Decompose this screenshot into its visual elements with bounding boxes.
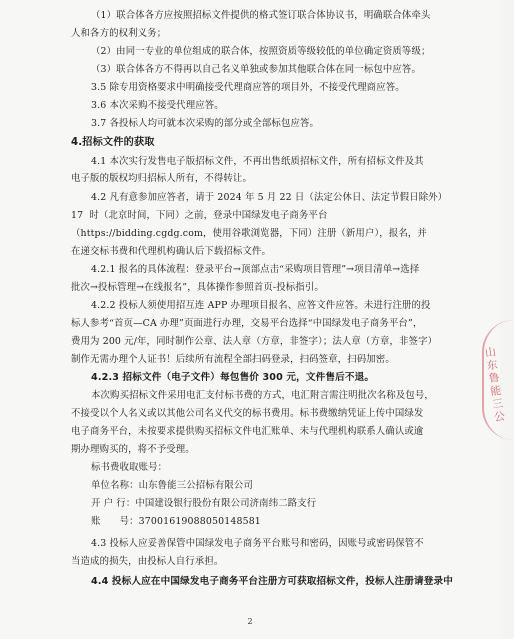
payment-para-4: 期办理购买的，将不予受理。 <box>71 444 195 455</box>
clause-3: （3）联合体各方不得再以自己名义单独或参加其他联合体在同一标包中应答。 <box>91 64 421 75</box>
section-4-1-cont: 电子版的版权均归招标人所有，不得转让。 <box>71 173 252 184</box>
page-number: 2 <box>247 617 253 626</box>
account-heading: 标书费收取账号： <box>91 462 168 473</box>
payment-para-2: 不接受以个人名义或以其他公司名义代交的标书费用。标书费缴纳凭证上传中国绿发 <box>71 408 424 419</box>
section-3-7: 3.7 各投标人均可就本次采购的部分或全部标包应答。 <box>91 118 320 129</box>
clause-1: （1）联合体各方应按照招标文件提供的格式签订联合体协议书，明确联合体牵头 <box>91 10 431 21</box>
seal-stamp-text: 山东鲁能三公 <box>482 345 507 425</box>
section-4-2-1-cont: 批次→投标管理→在线报名”，具体操作参照首页-投标指引。 <box>71 282 324 293</box>
section-4-2-cont-2: （https://bidding.cgdg.com，使用谷歌浏览器，下同）注册（新用户），报名，并 <box>71 228 427 239</box>
account-number: 账 号：37001619088050148581 <box>91 516 261 527</box>
section-4-2-cont-3: 在递交标书费和代理机构确认后下载招标文件。 <box>71 246 272 257</box>
section-4-2-1: 4.2.1 报名的具体流程：登录平台→顶部点击“采购项目管理”→项目清单→选择 <box>91 264 420 275</box>
section-4-2-2-cont-3: 制作无需办理个人证书！后续所有流程全部扫码登录，扫码签章，扫码加密。 <box>71 354 395 365</box>
section-4-heading: 4.招标文件的获取 <box>71 137 155 148</box>
section-3-5: 3.5 除专用资格要求中明确接受代理商应答的项目外，不接受代理商应答。 <box>91 82 405 93</box>
section-4-2-2: 4.2.2 投标人须使用招互连 APP 办理项目报名、应答文件应答。未进行注册的投 <box>91 300 431 311</box>
section-4-2-cont-1: 17 时（北京时间，下同）之前，登录中国绿发电子商务平台 <box>71 210 328 221</box>
account-bank: 开 户 行：中国建设银行股份有限公司济南纬二路支行 <box>91 498 317 509</box>
section-4-3: 4.3 投标人应妥善保管中国绿发电子商务平台账号和密码，因账号或密码保管不 <box>91 538 424 549</box>
section-3-6: 3.6 本次采购不接受代理应答。 <box>91 100 224 111</box>
section-4-1: 4.1 本次实行发售电子版招标文件，不再出售纸质招标文件，所有招标文件及其 <box>91 156 424 167</box>
section-4-2-2-cont-1: 标人参考“首页—CA 办理”页面进行办理，交易平台选择“中国绿发电子商务平台”， <box>71 318 423 329</box>
section-4-2: 4.2 凡有意参加应答者，请于 2024 年 5 月 22 日（法定公休日、法定节假日除外） <box>91 192 448 203</box>
payment-para-3: 电子商务平台，未按要求提供购买招标文件电汇账单、未与代理机构联系人确认或逾 <box>71 426 424 437</box>
payment-para-1: 本次购买招标文件采用电汇支付标书费的方式，电汇附言需注明批次名称及包号， <box>91 390 434 401</box>
section-4-4: 4.4 投标人应在中国绿发电子商务平台注册方可获取招标文件，投标人注册请登录中 <box>91 576 453 587</box>
section-4-2-3: 4.2.3 招标文件（电子文件）每包售价 300 元，文件售后不退。 <box>91 372 375 383</box>
section-4-3-cont: 当造成的损失，由投标人自行承担。 <box>71 556 224 567</box>
clause-1-cont: 人和各方的权利义务； <box>71 28 167 39</box>
section-4-2-2-cont-2: 费用为 200 元/年，同时制作公章、法人章（方章，非签字）；法人章（方章，非签字） <box>71 336 438 347</box>
clause-2: （2）由同一专业的单位组成的联合体，按照资质等级较低的单位确定资质等级； <box>91 46 431 57</box>
account-company: 单位名称：山东鲁能三公招标有限公司 <box>91 480 253 491</box>
